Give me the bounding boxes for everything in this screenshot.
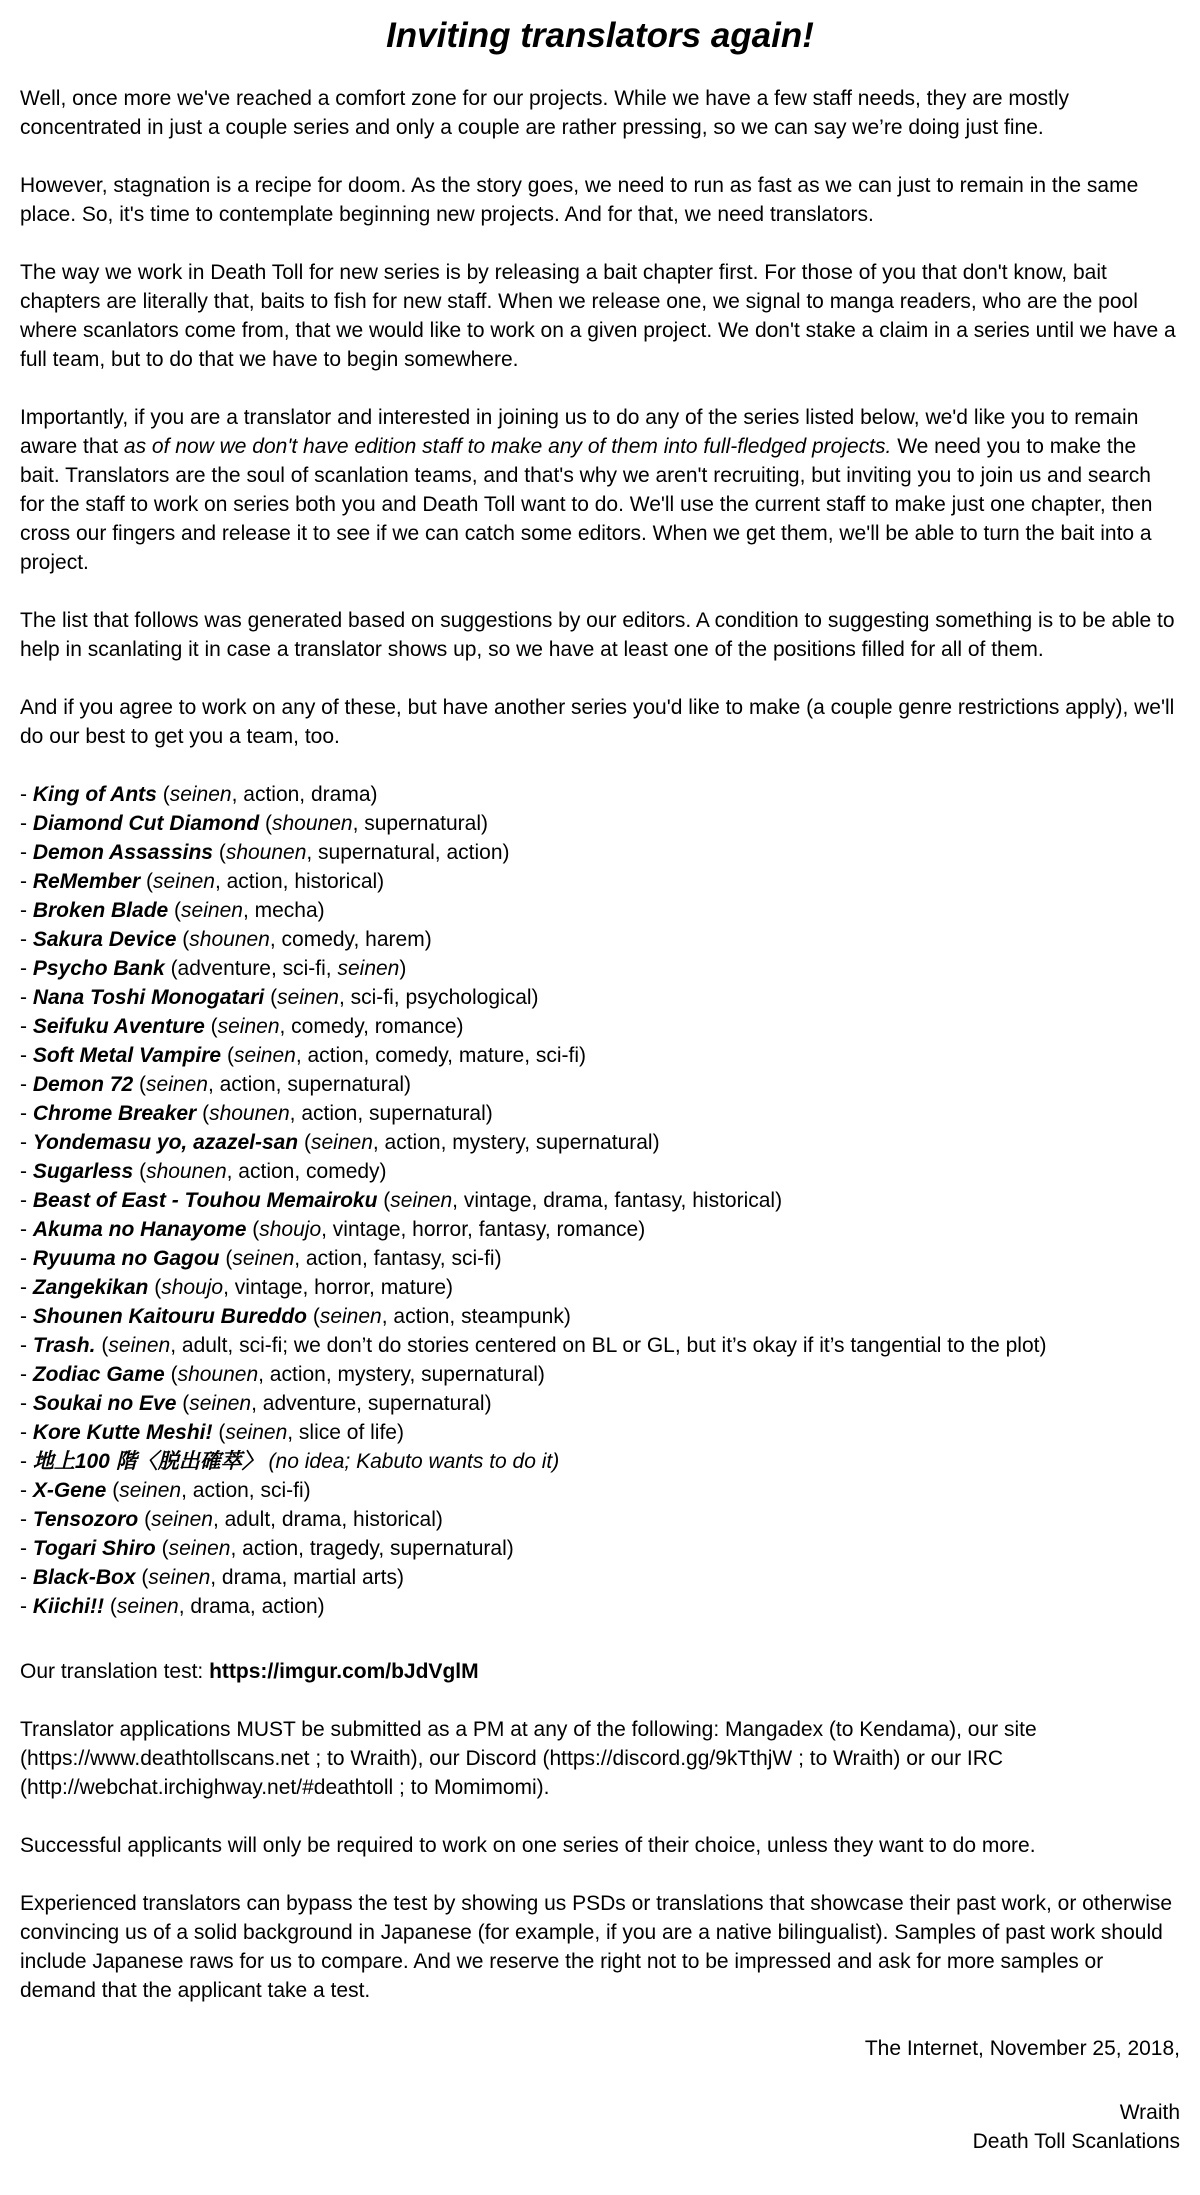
text-segment: seinen — [189, 1392, 252, 1415]
text-segment: , action, comedy) — [226, 1160, 387, 1183]
text-segment: , mecha) — [242, 899, 325, 922]
list-bullet: - — [20, 1450, 33, 1473]
list-bullet: - — [20, 1102, 33, 1125]
text-segment: ( — [182, 928, 190, 951]
text-segment: ) — [399, 957, 407, 980]
series-list-item — [20, 1476, 1180, 1505]
list-bullet: - — [20, 1218, 33, 1241]
series-name: Akuma no Hanayome — [32, 1218, 247, 1241]
text-segment: , action, comedy, mature, sci-fi) — [295, 1044, 587, 1067]
text-segment: Experienced translators can bypass the test by showing us PSDs or translations that showcase their past work, or otherwise convincing us of a solid background in Japanese (for example, if you are a native bilingualist). Samples of past work should include Japanese raws for us to compare. And we reserve the right not to be impressed and ask for more samples or demand that the applicant take a test. — [20, 1892, 1173, 2002]
series-name: 地上100 階〈脱出確萃〉 — [32, 1450, 263, 1473]
text-segment: , action, steampunk) — [381, 1305, 571, 1328]
list-bullet: - — [20, 1363, 33, 1386]
text-segment: , action, tragedy, supernatural) — [230, 1537, 514, 1560]
paragraph-3 — [20, 258, 1180, 374]
text-segment: seinen — [153, 870, 215, 893]
paragraph-after-1 — [20, 1657, 1180, 1686]
text-segment: shounen — [225, 841, 307, 864]
series-name: ReMember — [32, 870, 141, 893]
series-name: Zodiac Game — [32, 1363, 165, 1386]
series-list-item — [20, 1418, 1180, 1447]
series-list-item — [20, 1041, 1180, 1070]
list-bullet: - — [20, 1276, 33, 1299]
list-bullet: - — [20, 1595, 33, 1618]
list-bullet: - — [20, 1073, 33, 1096]
text-segment: seinen — [116, 1595, 179, 1618]
series-list-item — [20, 838, 1180, 867]
text-segment: ( — [174, 899, 182, 922]
series-list-item — [20, 1012, 1180, 1041]
intro-section — [20, 84, 1180, 751]
series-name: Kore Kutte Meshi! — [32, 1421, 213, 1444]
series-list-item — [20, 1273, 1180, 1302]
series-list-item — [20, 780, 1180, 809]
text-segment: ( — [170, 1363, 178, 1386]
text-segment: ( — [218, 841, 226, 864]
series-list-item — [20, 1157, 1180, 1186]
text-segment: (adventure, sci-fi, — [170, 957, 338, 980]
list-bullet: - — [20, 1566, 33, 1589]
text-segment: seinen — [148, 1566, 211, 1589]
text-segment: ( — [303, 1131, 311, 1154]
text-segment: seinen — [337, 957, 400, 980]
list-bullet: - — [20, 783, 33, 806]
text-segment: ( — [101, 1334, 109, 1357]
paragraph-4 — [20, 403, 1180, 577]
text-segment: seinen — [146, 1073, 208, 1096]
series-list-item — [20, 1505, 1180, 1534]
list-bullet: - — [20, 1334, 33, 1357]
series-list — [20, 780, 1180, 1621]
series-list-item — [20, 1215, 1180, 1244]
series-name: Nana Toshi Monogatari — [32, 986, 265, 1009]
series-name: Diamond Cut Diamond — [32, 812, 260, 835]
text-segment: (no idea; Kabuto wants to do it) — [268, 1450, 560, 1473]
list-bullet: - — [20, 1479, 33, 1502]
text-segment: seinen — [232, 1247, 295, 1270]
series-list-item — [20, 1186, 1180, 1215]
paragraph-6 — [20, 693, 1180, 751]
text-segment: , slice of life) — [287, 1421, 404, 1444]
paragraph-after-4 — [20, 1889, 1180, 2005]
text-segment: ( — [182, 1392, 190, 1415]
series-list-item — [20, 983, 1180, 1012]
series-list-item — [20, 1534, 1180, 1563]
list-bullet: - — [20, 1392, 33, 1415]
series-name: Kiichi!! — [32, 1595, 104, 1618]
text-segment: , adult, drama, historical) — [212, 1508, 443, 1531]
series-list-item — [20, 896, 1180, 925]
list-bullet: - — [20, 957, 33, 980]
text-segment: ( — [226, 1044, 234, 1067]
text-segment: , adventure, supernatural) — [251, 1392, 492, 1415]
text-segment: https://imgur.com/bJdVglM — [209, 1660, 479, 1683]
list-bullet: - — [20, 1305, 33, 1328]
list-bullet: - — [20, 1131, 33, 1154]
text-segment: ( — [252, 1218, 260, 1241]
text-segment: ( — [139, 1160, 147, 1183]
text-segment: ( — [202, 1102, 210, 1125]
text-segment: And if you agree to work on any of these, but have another series you'd like to make (a couple genre restrictions apply), we'll do our best to get you a team, too. — [20, 696, 1175, 748]
text-segment: , drama, action) — [178, 1595, 325, 1618]
paragraph-1 — [20, 84, 1180, 142]
series-name: Shounen Kaitouru Bureddo — [32, 1305, 307, 1328]
text-segment: seinen — [119, 1479, 182, 1502]
text-segment: ( — [141, 1566, 149, 1589]
signature-block — [20, 2098, 1180, 2156]
list-bullet: - — [20, 1537, 33, 1560]
text-segment: seinen — [233, 1044, 296, 1067]
text-segment: seinen — [108, 1334, 171, 1357]
text-segment: , supernatural) — [352, 812, 488, 835]
list-bullet: - — [20, 928, 33, 951]
list-bullet: - — [20, 812, 33, 835]
text-segment: ( — [210, 1015, 218, 1038]
paragraph-2 — [20, 171, 1180, 229]
paragraph-5 — [20, 606, 1180, 664]
text-segment: ( — [154, 1276, 162, 1299]
text-segment: as of now we don't have edition staff to make any of them into full-fledged projects. — [123, 435, 892, 458]
text-segment: seinen — [390, 1189, 453, 1212]
list-bullet: - — [20, 870, 33, 893]
text-segment: seinen — [225, 1421, 288, 1444]
signature-author: Wraith — [1119, 2101, 1180, 2124]
text-segment: shoujo — [161, 1276, 224, 1299]
text-segment: seinen — [310, 1131, 373, 1154]
series-list-item — [20, 1244, 1180, 1273]
text-segment: shounen — [146, 1160, 227, 1183]
text-segment: ( — [139, 1073, 147, 1096]
text-segment: , adult, sci-fi; we don’t do stories centered on BL or GL, but it’s okay if it’s tangential to the plot) — [170, 1334, 1047, 1357]
text-segment: ( — [146, 870, 154, 893]
text-segment: ( — [312, 1305, 320, 1328]
series-name: Demon 72 — [32, 1073, 134, 1096]
text-segment: ( — [265, 812, 272, 835]
series-list-item — [20, 1360, 1180, 1389]
text-segment: Successful applicants will only be required to work on one series of their choice, unless they want to do more. — [20, 1834, 1036, 1857]
text-segment: , action, mystery, supernatural) — [258, 1363, 545, 1386]
text-segment: The way we work in Death Toll for new series is by releasing a bait chapter first. For those of you that don't know, bait chapters are literally that, baits to fish for new staff. When we release one, we signal to manga readers, who are the pool where scanlators come from, that we would like to work on a given project. We don't stake a claim in a series until we have a full team, but to do that we have to begin somewhere. — [20, 261, 1176, 371]
series-list-item — [20, 867, 1180, 896]
text-segment: , vintage, drama, fantasy, historical) — [452, 1189, 783, 1212]
list-bullet: - — [20, 986, 33, 1009]
text-segment: Our translation test: — [20, 1660, 210, 1683]
series-list-item — [20, 1331, 1180, 1360]
text-segment: , action, fantasy, sci-fi) — [294, 1247, 502, 1270]
text-segment: shounen — [177, 1363, 259, 1386]
text-segment: , action, supernatural) — [289, 1102, 493, 1125]
text-segment: , vintage, horror, fantasy, romance) — [321, 1218, 646, 1241]
series-name: Togari Shiro — [32, 1537, 156, 1560]
list-bullet: - — [20, 1421, 33, 1444]
text-segment: shoujo — [259, 1218, 322, 1241]
text-segment: shounen — [272, 812, 353, 835]
series-list-item — [20, 1389, 1180, 1418]
text-segment: Well, once more we've reached a comfort zone for our projects. While we have a few staff needs, they are mostly concentrated in just a couple series and only a couple are rather pressing, so we can say we’re doing just fine. — [20, 87, 1070, 139]
list-bullet: - — [20, 1189, 33, 1212]
series-name: Sakura Device — [32, 928, 177, 951]
text-segment: , comedy, romance) — [279, 1015, 464, 1038]
text-segment: ( — [161, 1537, 169, 1560]
text-segment: ( — [270, 986, 278, 1009]
paragraph-after-2 — [20, 1715, 1180, 1802]
text-segment: seinen — [319, 1305, 382, 1328]
text-segment: seinen — [168, 1537, 231, 1560]
list-bullet: - — [20, 1044, 33, 1067]
series-name: Sugarless — [32, 1160, 134, 1183]
application-section — [20, 1657, 1180, 2005]
text-segment: , vintage, horror, mature) — [223, 1276, 454, 1299]
list-bullet: - — [20, 841, 33, 864]
series-name: X-Gene — [32, 1479, 107, 1502]
series-name: Seifuku Aventure — [32, 1015, 205, 1038]
series-name: Zangekikan — [32, 1276, 149, 1299]
series-name: Trash. — [32, 1334, 96, 1357]
series-name: King of Ants — [32, 783, 157, 806]
text-segment: We need you to make the bait. Translators are the soul of scanlation teams, and that's why we aren't recruiting, but inviting you to join us and search for the staff to work on series both you and Death Toll want to do. We'll use the current staff to make just one chapter, then cross our fingers and release it to see if we can catch some editors. When we get them, we'll be able to turn the bait into a project. — [20, 435, 1153, 574]
text-segment: ( — [218, 1421, 226, 1444]
text-segment: ( — [162, 783, 170, 806]
series-name: Soukai no Eve — [32, 1392, 177, 1415]
text-segment: seinen — [151, 1508, 213, 1531]
list-bullet: - — [20, 1015, 33, 1038]
series-list-item — [20, 1302, 1180, 1331]
series-name: Black-Box — [32, 1566, 136, 1589]
series-list-item — [20, 1563, 1180, 1592]
series-list-item — [20, 1128, 1180, 1157]
text-segment: Importantly, if you are a translator and interested in joining us to do any of the series listed below, we'd like you to remain aware that — [20, 406, 1139, 458]
series-list-item — [20, 954, 1180, 983]
series-name: Broken Blade — [32, 899, 169, 922]
text-segment: ( — [225, 1247, 233, 1270]
text-segment: , sci-fi, psychological) — [338, 986, 539, 1009]
series-list-item — [20, 1070, 1180, 1099]
text-segment: , action, mystery, supernatural) — [372, 1131, 660, 1154]
page-title: Inviting translators again! — [386, 16, 814, 55]
series-name: Tensozoro — [32, 1508, 139, 1531]
list-bullet: - — [20, 1508, 33, 1531]
series-list-item — [20, 1447, 1180, 1476]
text-segment: Translator applications MUST be submitted as a PM at any of the following: Mangadex (to Kendama), our site (https://www.deathtollscans.net ; to Wraith), our Discord (https://discord.gg/9kTthjW ; to Wraith) or our IRC (http://webchat.irchighway.net/#deathtoll ; to Momimomi). — [20, 1718, 1037, 1799]
text-segment: The list that follows was generated based on suggestions by our editors. A condition to suggesting something is to be able to help in scanlating it in case a translator shows up, so we have at least one of the positions filled for all of them. — [20, 609, 1175, 661]
text-segment: , action, historical) — [214, 870, 385, 893]
text-segment: seinen — [217, 1015, 280, 1038]
text-segment: However, stagnation is a recipe for doom. As the story goes, we need to run as fast as we can just to remain in the same place. So, it's time to contemplate beginning new projects. And for that, we need translators. — [20, 174, 1139, 226]
series-name: Ryuuma no Gagou — [32, 1247, 220, 1270]
series-list-item — [20, 1099, 1180, 1128]
text-segment: , drama, martial arts) — [210, 1566, 404, 1589]
date-line: The Internet, November 25, 2018, — [864, 2037, 1180, 2060]
text-segment: ( — [144, 1508, 152, 1531]
paragraph-after-3 — [20, 1831, 1180, 1860]
series-list-item — [20, 1592, 1180, 1621]
list-bullet: - — [20, 1247, 33, 1270]
series-name: Demon Assassins — [32, 841, 213, 864]
signature-group: Death Toll Scanlations — [972, 2130, 1180, 2153]
text-segment: , supernatural, action) — [306, 841, 510, 864]
text-segment: shounen — [189, 928, 270, 951]
text-segment: , action, sci-fi) — [181, 1479, 311, 1502]
series-list-item — [20, 809, 1180, 838]
text-segment: , action, drama) — [231, 783, 378, 806]
series-name: Chrome Breaker — [32, 1102, 197, 1125]
series-list-item — [20, 925, 1180, 954]
series-name: Yondemasu yo, azazel-san — [32, 1131, 299, 1154]
series-name: Psycho Bank — [32, 957, 165, 980]
series-name: Soft Metal Vampire — [32, 1044, 222, 1067]
text-segment: , comedy, harem) — [269, 928, 432, 951]
text-segment: seinen — [169, 783, 232, 806]
text-segment: , action, supernatural) — [207, 1073, 412, 1096]
text-segment: seinen — [181, 899, 243, 922]
list-bullet: - — [20, 1160, 33, 1183]
text-segment: ( — [109, 1595, 117, 1618]
list-bullet: - — [20, 899, 33, 922]
text-segment: ( — [112, 1479, 120, 1502]
text-segment: shounen — [209, 1102, 290, 1125]
series-name: Beast of East - Touhou Memairoku — [32, 1189, 378, 1212]
text-segment: seinen — [277, 986, 339, 1009]
text-segment: ( — [383, 1189, 391, 1212]
